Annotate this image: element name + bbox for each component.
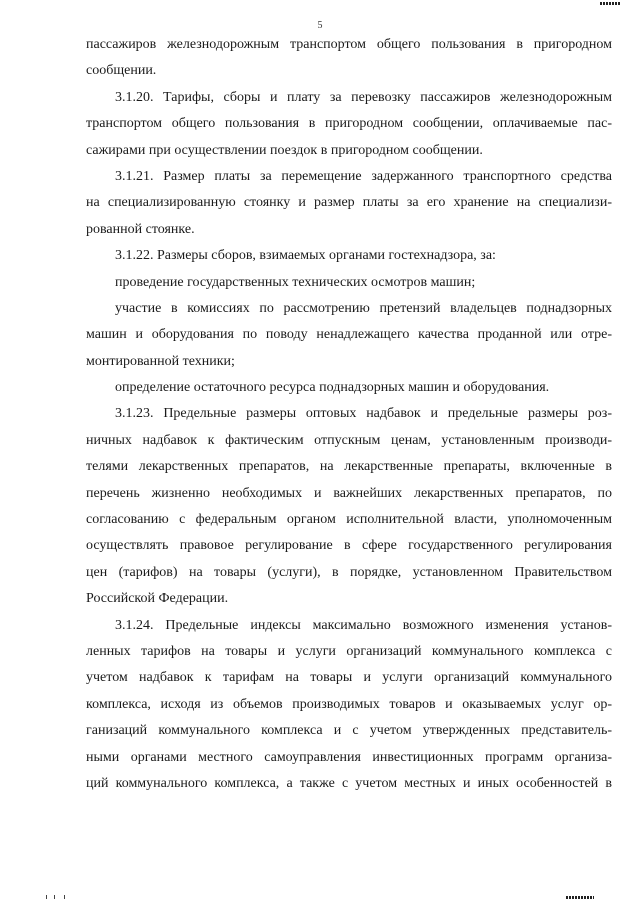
scan-mark-bottom-left — [46, 895, 68, 899]
text-line: рованной стоянке. — [86, 221, 195, 237]
text-line: ными органами местного самоуправления инвестиционных программ организа- — [86, 749, 612, 765]
text-line: Российской Федерации. — [86, 591, 229, 607]
text-line: телями лекарственных препаратов, на лекарственные препараты, включенные в — [86, 459, 612, 475]
text-line: комплекса, исходя из объемов производимых товаров и оказываемых услуг ор- — [86, 696, 612, 712]
text-line: пассажиров железнодорожным транспортом общего пользования в пригородном — [86, 37, 612, 52]
body-text — [86, 32, 612, 797]
text-line: сажирами при осуществлении поездок в пригородном сообщении. — [86, 142, 483, 158]
text-line: монтированной техники; — [86, 353, 235, 369]
text-line: согласованию с федеральным органом исполнительной власти, уполномоченным — [86, 512, 612, 528]
text-line: 3.1.24. Предельные индексы максимально возможного изменения установ- — [115, 617, 612, 633]
text-line: ганизаций коммунального комплекса и с учетом утвержденных представитель- — [86, 723, 612, 739]
text-line: определение остаточного ресурса поднадзорных машин и оборудования. — [115, 380, 550, 396]
text-line: участие в комиссиях по рассмотрению претензий владельцев поднадзорных — [115, 300, 612, 316]
text-line: ничных надбавок к фактическим отпускным ценам, установленным производи- — [86, 432, 612, 448]
text-line: транспортом общего пользования в пригородном сообщении, оплачиваемые пас- — [86, 116, 612, 132]
scan-mark-bottom-right — [566, 896, 594, 899]
text-line: на специализированную стоянку и размер платы за его хранение на специализи- — [86, 195, 612, 211]
text-line: учетом надбавок к тарифам на товары и услуги организаций коммунального — [86, 670, 612, 686]
text-line: 3.1.21. Размер платы за перемещение задержанного транспортного средства — [115, 168, 612, 184]
text-line: ленных тарифов на товары и услуги организаций коммунального комплекса с — [86, 643, 612, 659]
text-line: осуществлять правовое регулирование в сфере государственного регулирования — [86, 538, 612, 554]
text-line: проведение государственных технических осмотров машин; — [115, 274, 476, 290]
text-line: машин и оборудования по поводу ненадлежащего качества проданной или отре- — [86, 327, 612, 343]
text-line: ций коммунального комплекса, а также с учетом местных и иных особенностей в — [86, 775, 612, 791]
text-line: сообщении. — [86, 63, 157, 79]
text-line: 3.1.23. Предельные размеры оптовых надбавок и предельные размеры роз- — [115, 406, 612, 422]
text-line: 3.1.20. Тарифы, сборы и плату за перевозку пассажиров железнодорожным — [115, 89, 612, 105]
page-number: 5 — [317, 20, 323, 31]
text-line: перечень жизненно необходимых и важнейших лекарственных препаратов, по — [86, 485, 612, 501]
text-line: цен (тарифов) на товары (услуги), в порядке, установленном Правительством — [86, 564, 612, 580]
text-line: 3.1.22. Размеры сборов, взимаемых органами гостехнадзора, за: — [115, 248, 496, 264]
scan-mark-top-right — [600, 2, 620, 5]
